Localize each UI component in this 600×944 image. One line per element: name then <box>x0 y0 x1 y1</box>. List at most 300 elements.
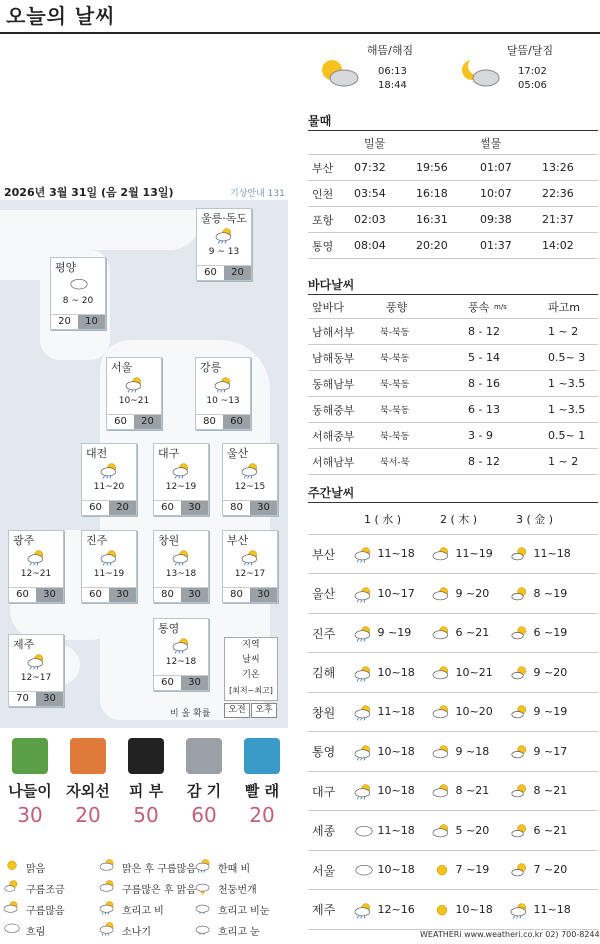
date-line: 2026년 3월 31일 (음 2월 13일) <box>4 186 174 199</box>
laundry-icon <box>244 738 280 774</box>
car-icon <box>12 738 48 774</box>
sunsmall-icon <box>508 823 530 839</box>
life-index <box>118 738 174 827</box>
week-temp: 7 ~19 <box>455 863 490 876</box>
cloudsun-icon <box>430 546 452 562</box>
week-temp: 10~18 <box>377 665 415 679</box>
rain-pm: 30 <box>250 588 277 602</box>
week-temp: 10~20 <box>455 705 493 718</box>
week-cell <box>508 823 567 839</box>
sunsmall-icon <box>508 744 530 760</box>
uv-icon <box>70 738 106 774</box>
rain-pm: 10 <box>78 315 105 329</box>
week-temp: 9 ~20 <box>455 586 490 600</box>
tide-cell: 16:31 <box>416 213 448 226</box>
sea-cell: 0.5~ 3 <box>548 351 586 364</box>
sea-cell: 서해중부 <box>312 429 355 443</box>
tide-row <box>308 207 598 233</box>
week-cell <box>430 783 489 799</box>
city-name: 강릉 <box>200 361 222 374</box>
moonrise-time: 17:02 <box>518 66 547 77</box>
week-city: 부산 <box>312 547 336 562</box>
week-row <box>308 535 598 574</box>
tide-cell: 부산 <box>312 161 334 175</box>
shower-icon <box>98 921 118 940</box>
legend-text: 소나기 <box>122 927 151 938</box>
city-name: 창원 <box>158 534 180 547</box>
cloudsun-icon <box>430 625 452 641</box>
city-temp: 12~15 <box>234 482 266 492</box>
week-temp: 10~18 <box>377 784 415 797</box>
sea-cell: 1 ~3.5 <box>548 377 586 390</box>
week-cell <box>508 902 571 918</box>
index-label: 나들이 <box>8 782 52 800</box>
city-temp: 11~20 <box>93 482 125 492</box>
tide-cell: 22:36 <box>542 187 574 200</box>
rain-icon <box>352 902 374 918</box>
rain-am: 60 <box>89 589 102 600</box>
week-temp: 11~18 <box>377 823 415 837</box>
rain-icon <box>170 462 194 480</box>
rain-pm: 30 <box>181 676 208 690</box>
tide-title: 물때 <box>308 114 332 128</box>
city-card <box>153 443 209 516</box>
city-temp: 10 ~13 <box>206 396 240 406</box>
moon-label: 달뜸/달짐 <box>506 44 554 57</box>
rain-icon <box>352 704 374 720</box>
legend-item <box>194 858 250 877</box>
life-index <box>2 738 58 827</box>
rain-am: 80 <box>230 589 243 600</box>
week-temp: 9 ~19 <box>377 626 412 639</box>
footer-credit: WEATHERi www.weatheri.co.kr 02) 700-8244 <box>420 930 600 939</box>
rain-icon <box>170 549 194 567</box>
rain-pm: 30 <box>181 501 208 515</box>
week-temp: 9 ~18 <box>455 744 490 758</box>
week-cell <box>352 586 415 602</box>
city-temp: 13~18 <box>165 569 197 579</box>
week-title: 주간날씨 <box>308 486 355 500</box>
week-temp: 10~18 <box>455 902 493 916</box>
cloudsun-icon <box>430 665 452 681</box>
rain-icon <box>25 653 49 671</box>
index-value: 30 <box>17 803 43 827</box>
rain-icon <box>123 376 147 394</box>
tide-cell: 08:04 <box>354 239 386 252</box>
week-city: 제주 <box>312 903 336 917</box>
sunsmall-icon <box>508 704 530 720</box>
rain-pm: 30 <box>36 692 63 706</box>
moon-icon <box>460 58 500 88</box>
sea-cell: 동해중부 <box>312 403 355 417</box>
sea-cell: 북-북동 <box>380 354 410 364</box>
city-temp: 12~17 <box>234 569 266 579</box>
sun-info <box>320 42 420 91</box>
week-temp: 10~17 <box>377 586 415 600</box>
tide-row <box>308 155 598 181</box>
week-cell <box>508 546 571 562</box>
index-label: 자외선 <box>66 782 110 800</box>
week-cell <box>508 625 567 641</box>
pm-label: 오후 <box>251 703 277 718</box>
rainsnow-icon <box>194 900 214 919</box>
sea-cell: 북-북동 <box>380 380 410 390</box>
index-value: 60 <box>191 803 217 827</box>
rain-icon <box>25 549 49 567</box>
legend-region: 지역 <box>242 640 260 650</box>
rain-icon <box>170 637 194 655</box>
tide-cell: 인천 <box>312 187 334 201</box>
legend-text: 맑은 후 구름많음 <box>122 864 196 875</box>
sea-cell: 0.5~ 1 <box>548 429 586 442</box>
legend-text: 한때 비 <box>218 864 251 875</box>
legend-text: 구름많음 <box>26 906 65 917</box>
city-card <box>81 530 137 603</box>
legend-text: 흐림 <box>26 927 46 938</box>
week-temp: 6 ~21 <box>533 823 568 837</box>
sun-icon <box>430 862 452 878</box>
legend-text: 흐리고 비 <box>122 906 164 917</box>
tide-cell: 16:18 <box>416 187 448 200</box>
city-name: 진주 <box>86 534 108 547</box>
week-cell <box>352 783 415 799</box>
sea-h-speed-unit: m/s <box>494 302 507 311</box>
tide-low-header: 썰물 <box>480 136 502 150</box>
week-city: 창원 <box>312 705 336 720</box>
legend-text: 구름조금 <box>26 885 65 896</box>
city-temp: 12~21 <box>20 569 52 579</box>
week-cell <box>508 704 567 720</box>
sunrain-icon <box>194 858 214 877</box>
tide-cell: 14:02 <box>542 239 574 252</box>
rain-icon <box>352 625 374 641</box>
rain-icon <box>508 902 530 918</box>
sunsmall-icon <box>508 665 530 681</box>
sea-cell: 5 - 14 <box>468 351 500 364</box>
index-value: 20 <box>249 803 275 827</box>
sea-h-dir: 풍향 <box>386 300 408 314</box>
tide-cell: 통영 <box>312 239 334 253</box>
city-card <box>8 634 64 707</box>
week-cell <box>430 704 493 720</box>
moonset-time: 05:06 <box>518 80 547 91</box>
city-temp: 12~18 <box>165 657 197 667</box>
week-row <box>308 891 598 930</box>
tide-cell: 03:54 <box>354 187 386 200</box>
week-cell <box>430 625 489 641</box>
cloud-icon <box>352 862 374 878</box>
week-temp: 8 ~21 <box>455 784 490 797</box>
week-temp: 5 ~20 <box>455 823 490 837</box>
sea-row <box>308 371 598 397</box>
legend-item <box>2 858 45 877</box>
life-index <box>60 738 116 827</box>
sun-label: 해뜸/해짐 <box>366 44 414 57</box>
sea-cell: 6 - 13 <box>468 403 500 416</box>
rain-am: 60 <box>89 502 102 513</box>
rain-pm: 20 <box>109 501 136 515</box>
life-index <box>234 738 290 827</box>
sea-h-area: 앞바다 <box>312 300 344 314</box>
legend-item <box>2 900 65 919</box>
sea-cell: 남해동부 <box>312 351 355 365</box>
sea-h-wave: 파고m <box>548 300 580 314</box>
cloudsun-icon <box>430 783 452 799</box>
city-card <box>222 530 278 603</box>
city-name: 평양 <box>55 261 77 274</box>
rain-icon <box>352 546 374 562</box>
cloudsun-icon <box>430 744 452 760</box>
legend-item <box>194 879 257 898</box>
week-temp: 9 ~20 <box>533 665 568 679</box>
mask-icon <box>186 738 222 774</box>
city-card <box>195 357 251 430</box>
week-temp: 12~16 <box>377 902 415 916</box>
map-legend <box>224 637 278 701</box>
cloudsun-icon <box>430 586 452 602</box>
city-temp: 9 ~ 13 <box>208 247 240 257</box>
week-temp: 11~18 <box>377 547 415 560</box>
rain-icon <box>352 665 374 681</box>
city-name: 대구 <box>158 447 180 460</box>
rain-pm: 60 <box>223 415 250 429</box>
life-index <box>176 738 232 827</box>
sea-row <box>308 345 598 371</box>
sea-cell: 1 ~3.5 <box>548 403 586 416</box>
city-card <box>153 618 209 691</box>
week-cell <box>352 823 415 839</box>
tide-cell: 포항 <box>312 213 334 227</box>
sea-title: 바다날씨 <box>308 278 355 292</box>
city-card <box>222 443 278 516</box>
week-temp: 6 ~21 <box>455 626 490 639</box>
sea-cell: 동해남부 <box>312 377 355 391</box>
legend-text: 구름많은 후 맑음 <box>122 885 196 896</box>
index-label: 피 부 <box>128 782 164 800</box>
tide-row <box>308 233 598 259</box>
tide-table <box>308 131 598 261</box>
sea-cell: 남해서부 <box>312 325 355 339</box>
rain-am: 60 <box>204 267 217 278</box>
rain-icon <box>352 744 374 760</box>
rain-pm: 30 <box>181 588 208 602</box>
rain-pm: 20 <box>134 415 161 429</box>
week-row <box>308 693 598 732</box>
city-name: 제주 <box>13 638 35 651</box>
week-cell <box>352 902 415 918</box>
week-cell <box>508 586 567 602</box>
rain-icon <box>98 900 118 919</box>
tide-cell: 07:32 <box>354 161 386 174</box>
sea-cell: 1 ~ 2 <box>548 455 579 468</box>
week-temp: 11~19 <box>455 547 493 560</box>
rain-am: 80 <box>203 416 216 427</box>
rain-icon <box>212 376 236 394</box>
week-cell <box>352 704 415 720</box>
week-cell <box>352 546 415 562</box>
am-label: 오전 <box>224 703 250 718</box>
sunsmall-icon <box>508 586 530 602</box>
legend-range: [최저~최고] <box>229 686 273 695</box>
sea-row <box>308 319 598 345</box>
sunrise-icon <box>320 58 360 88</box>
page-title: 오늘의 날씨 <box>6 4 116 28</box>
week-cell <box>352 862 415 878</box>
rain-icon <box>352 586 374 602</box>
week-city: 세종 <box>312 824 336 838</box>
city-temp: 8 ~ 20 <box>62 296 94 306</box>
week-cell <box>508 744 567 760</box>
week-cell <box>352 665 415 681</box>
svg-text:* *: * * <box>198 933 205 937</box>
city-card <box>8 530 64 603</box>
rain-am: 20 <box>58 316 71 327</box>
city-card <box>81 443 137 516</box>
legend-item <box>98 921 151 940</box>
sunset-time: 18:44 <box>378 80 407 91</box>
rain-icon <box>98 462 122 480</box>
cloud-icon <box>352 823 374 839</box>
source-label: 기상안내 131 <box>230 189 285 199</box>
cloud-icon <box>67 276 91 294</box>
legend-item <box>194 900 269 919</box>
rain-am: 60 <box>161 677 174 688</box>
rain-icon <box>98 549 122 567</box>
cloudsun2-icon <box>2 900 22 919</box>
sunsmall-icon <box>508 546 530 562</box>
week-temp: 8 ~19 <box>533 586 568 600</box>
sea-cell: 북-북동 <box>380 432 410 442</box>
legend-item <box>2 879 65 898</box>
sea-row <box>308 449 598 475</box>
week-city: 김해 <box>312 666 336 680</box>
sea-cell: 서해남부 <box>312 455 355 469</box>
week-temp: 11~18 <box>377 705 415 718</box>
week-cell <box>508 862 567 878</box>
week-city: 대구 <box>312 784 336 799</box>
week-cell <box>352 744 415 760</box>
legend-item <box>98 858 196 877</box>
tide-cell: 09:38 <box>480 213 512 226</box>
snow-icon <box>194 921 214 940</box>
sea-row <box>308 423 598 449</box>
week-temp: 11~18 <box>533 547 571 560</box>
title-divider <box>0 32 600 34</box>
cloudsun-icon <box>430 823 452 839</box>
sunsmall-icon <box>508 625 530 641</box>
city-temp: 11~19 <box>93 569 125 579</box>
week-day-header: 1 ( 水 ) <box>364 512 402 526</box>
city-temp: 12~17 <box>20 673 52 683</box>
tide-cell: 13:26 <box>542 161 574 174</box>
week-cell <box>430 744 489 760</box>
legend-temp: 기온 <box>242 670 260 680</box>
legend-text: 흐리고 비눈 <box>218 906 270 917</box>
week-city: 서울 <box>312 863 336 878</box>
city-name: 대전 <box>86 447 108 460</box>
sea-table <box>308 295 598 475</box>
index-label: 빨 래 <box>244 782 280 800</box>
rain-am: 80 <box>230 502 243 513</box>
cloudsun-icon <box>430 704 452 720</box>
sun-icon <box>2 858 22 877</box>
rain-pm: 30 <box>250 501 277 515</box>
sea-cell: 북-북동 <box>380 406 410 416</box>
city-card <box>196 208 252 281</box>
city-card <box>50 257 106 330</box>
week-cell <box>430 586 489 602</box>
rain-am: 70 <box>16 693 29 704</box>
weekly-table <box>308 503 598 933</box>
legend-item <box>2 921 45 940</box>
index-value: 50 <box>133 803 159 827</box>
week-city: 통영 <box>312 745 336 759</box>
week-temp: 10~18 <box>377 863 415 876</box>
rain-pm: 30 <box>36 588 63 602</box>
index-value: 20 <box>75 803 101 827</box>
week-cell <box>430 902 493 918</box>
sea-row <box>308 397 598 423</box>
legend-text: 흐리고 눈 <box>218 927 260 938</box>
week-cell <box>430 823 489 839</box>
week-row <box>308 575 598 614</box>
week-cell <box>352 625 411 641</box>
city-name: 부산 <box>227 534 249 547</box>
legend-text: 맑음 <box>26 864 46 875</box>
legend-text: 천둥번개 <box>218 885 257 896</box>
rain-icon <box>352 783 374 799</box>
sunsmall-icon <box>508 862 530 878</box>
rain-icon <box>239 549 263 567</box>
week-row <box>308 851 598 890</box>
week-row <box>308 812 598 851</box>
week-temp: 8 ~21 <box>533 784 568 797</box>
city-temp: 10~21 <box>118 396 150 406</box>
tide-cell: 20:20 <box>416 239 448 252</box>
legend-item <box>98 900 164 919</box>
week-row <box>308 614 598 653</box>
tide-cell: 02:03 <box>354 213 386 226</box>
rain-pm: 30 <box>109 588 136 602</box>
sunsmall-icon <box>2 879 22 898</box>
suncloud-icon <box>98 858 118 877</box>
sea-h-speed: 풍속 <box>468 300 490 314</box>
rain-icon <box>213 227 237 245</box>
thunder-icon <box>194 879 214 898</box>
rain-am: 60 <box>161 502 174 513</box>
rain-am: 60 <box>114 416 127 427</box>
sea-cell: 8 - 12 <box>468 325 500 338</box>
tide-cell: 21:37 <box>542 213 574 226</box>
rain-am: 80 <box>161 589 174 600</box>
week-city: 울산 <box>312 587 336 601</box>
cloud-icon <box>2 921 22 940</box>
sea-cell: 3 - 9 <box>468 429 493 442</box>
city-name: 울산 <box>227 447 249 460</box>
week-cell <box>430 862 489 878</box>
week-cell <box>430 665 493 681</box>
sun-icon <box>430 902 452 918</box>
sea-cell: 북-북동 <box>380 328 410 338</box>
legend-weather: 날씨 <box>242 655 260 665</box>
week-cell <box>508 665 567 681</box>
city-card <box>153 530 209 603</box>
week-cell <box>430 546 493 562</box>
index-label: 감 기 <box>186 782 222 800</box>
cloudsun-icon <box>98 879 118 898</box>
city-card <box>106 357 162 430</box>
legend-item <box>194 921 260 940</box>
